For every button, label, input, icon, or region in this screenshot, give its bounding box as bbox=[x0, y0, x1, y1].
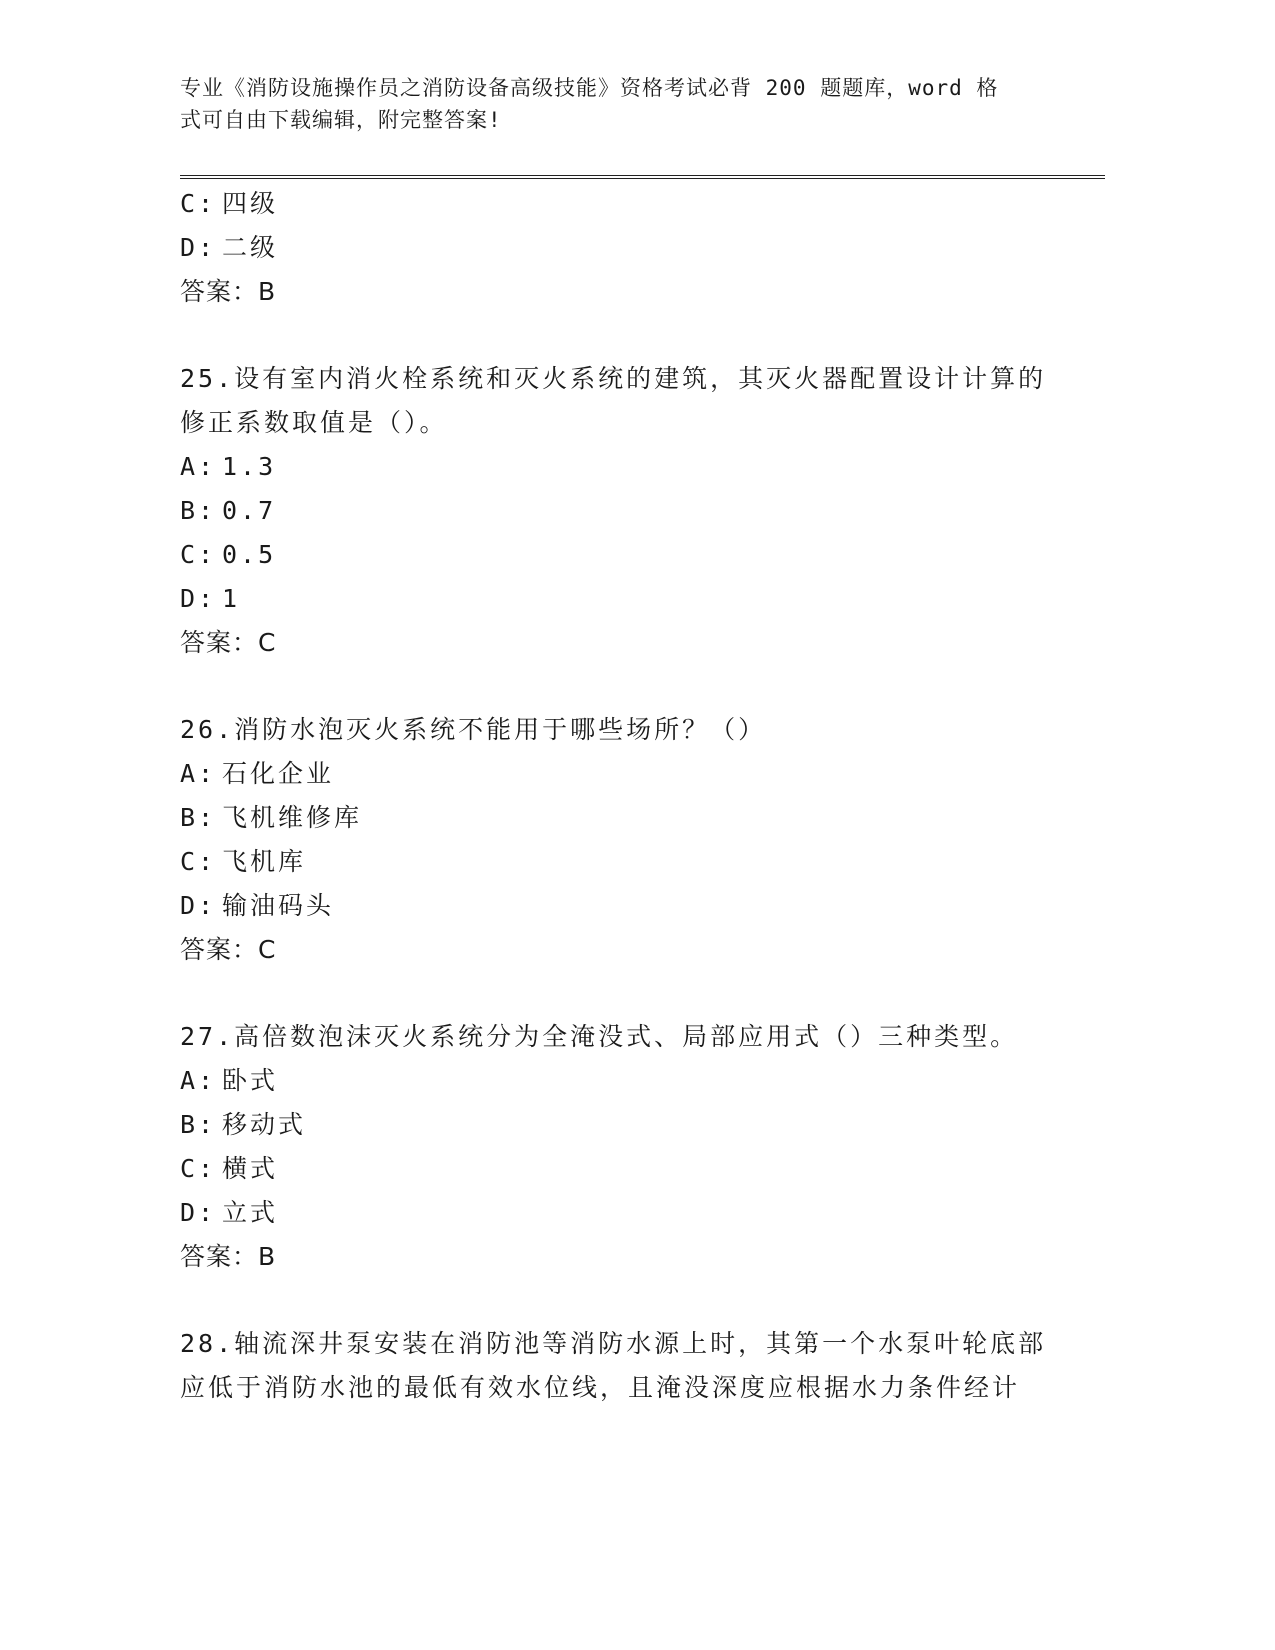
header-line-1: 专业《消防设施操作员之消防设备高级技能》资格考试必背 200 题题库，word 格 bbox=[180, 76, 999, 100]
spacer bbox=[180, 972, 1060, 1015]
option-b bbox=[180, 489, 1060, 533]
option-c bbox=[180, 533, 1060, 577]
option-label: B: bbox=[180, 803, 217, 832]
option-text: 1.3 bbox=[222, 452, 277, 481]
question-text: 28.轴流深井泵安装在消防池等消防水源上时，其第一个水泵叶轮底部 bbox=[180, 1329, 1047, 1358]
option-label: D: bbox=[180, 584, 217, 613]
question-text: 26.消防水泡灭火系统不能用于哪些场所？（） bbox=[180, 715, 767, 744]
answer-line: 答案：C bbox=[180, 628, 277, 657]
option-text: 卧式 bbox=[222, 1066, 279, 1095]
option-text: 1 bbox=[222, 584, 241, 613]
option-d bbox=[180, 226, 1060, 270]
option-text: 0.7 bbox=[222, 496, 277, 525]
option-a bbox=[180, 1059, 1060, 1103]
option-text: 飞机库 bbox=[222, 847, 307, 876]
option-label: B: bbox=[180, 1110, 217, 1139]
option-b bbox=[180, 796, 1060, 840]
option-text: 0.5 bbox=[222, 540, 277, 569]
question-25 bbox=[180, 357, 1060, 665]
option-c bbox=[180, 1147, 1060, 1191]
page-header bbox=[180, 72, 1040, 136]
question-26 bbox=[180, 708, 1060, 972]
spacer bbox=[180, 314, 1060, 357]
option-a bbox=[180, 445, 1060, 489]
option-b bbox=[180, 1103, 1060, 1147]
option-label: B: bbox=[180, 496, 217, 525]
option-text: 横式 bbox=[222, 1154, 279, 1183]
spacer bbox=[180, 1279, 1060, 1322]
option-label: D: bbox=[180, 891, 217, 920]
option-d bbox=[180, 1191, 1060, 1235]
header-divider bbox=[180, 175, 1105, 179]
question-content bbox=[180, 182, 1060, 1410]
question-28 bbox=[180, 1322, 1060, 1410]
question-24-tail bbox=[180, 182, 1060, 314]
option-text: 飞机维修库 bbox=[222, 803, 363, 832]
option-c bbox=[180, 840, 1060, 884]
option-label: D: bbox=[180, 1198, 217, 1227]
answer-line: 答案：B bbox=[180, 1242, 277, 1271]
option-label: C: bbox=[180, 1154, 217, 1183]
option-label: C: bbox=[180, 847, 217, 876]
option-text: 石化企业 bbox=[222, 759, 335, 788]
question-text-cont: 应低于消防水池的最低有效水位线，且淹没深度应根据水力条件经计 bbox=[180, 1373, 1021, 1402]
option-d bbox=[180, 577, 1060, 621]
option-a bbox=[180, 752, 1060, 796]
option-label: A: bbox=[180, 1066, 217, 1095]
option-text: 二级 bbox=[222, 233, 279, 262]
option-text: 移动式 bbox=[222, 1110, 307, 1139]
option-text: 立式 bbox=[222, 1198, 279, 1227]
question-text-cont: 修正系数取值是（）。 bbox=[180, 408, 448, 437]
option-label: C: bbox=[180, 189, 217, 218]
option-text: 输油码头 bbox=[222, 891, 335, 920]
answer-line: 答案：B bbox=[180, 277, 277, 306]
option-c bbox=[180, 182, 1060, 226]
question-text: 27.高倍数泡沫灭火系统分为全淹没式、局部应用式（）三种类型。 bbox=[180, 1022, 1019, 1051]
option-label: D: bbox=[180, 233, 217, 262]
option-label: A: bbox=[180, 759, 217, 788]
option-text: 四级 bbox=[222, 189, 279, 218]
header-line-2: 式可自由下载编辑，附完整答案! bbox=[180, 108, 502, 132]
answer-line: 答案：C bbox=[180, 935, 277, 964]
option-label: A: bbox=[180, 452, 217, 481]
option-label: C: bbox=[180, 540, 217, 569]
spacer bbox=[180, 665, 1060, 708]
question-27 bbox=[180, 1015, 1060, 1279]
question-text: 25.设有室内消火栓系统和灭火系统的建筑，其灭火器配置设计计算的 bbox=[180, 364, 1047, 393]
option-d bbox=[180, 884, 1060, 928]
